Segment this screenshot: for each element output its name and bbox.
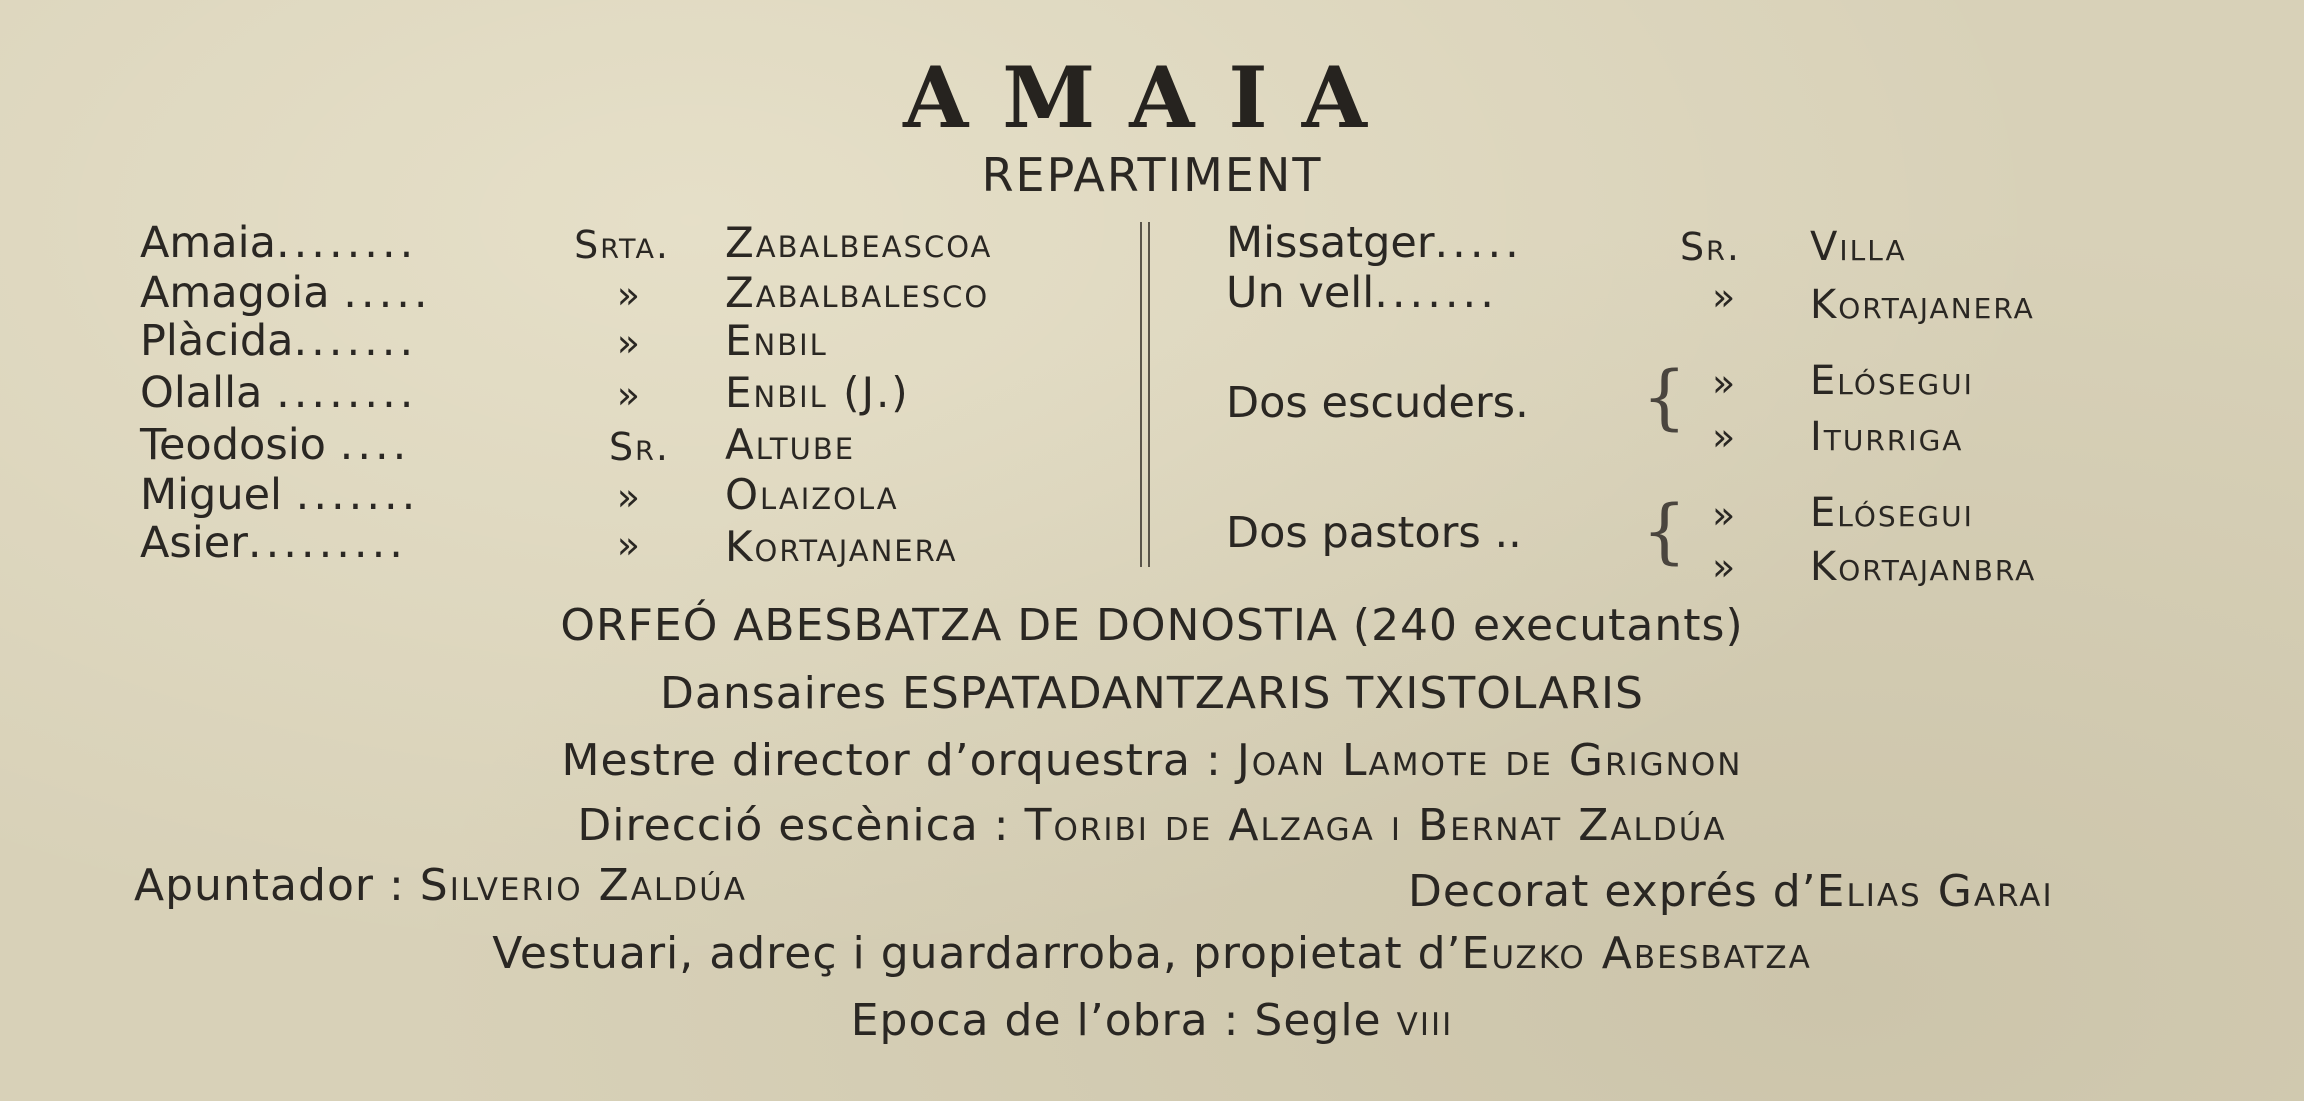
cast-actor: Enbil <box>725 316 828 365</box>
cast-title: » <box>616 321 640 365</box>
cast-title: Srta. <box>574 223 670 267</box>
brace: { <box>1642 490 1687 572</box>
cast-actor: Zabalbalesco <box>725 268 990 317</box>
decorat-name: Elias Garai <box>1816 866 2054 917</box>
cast-actor: Kortajanera <box>725 522 958 571</box>
cast-title: » <box>1712 275 1736 319</box>
brace: { <box>1642 356 1687 438</box>
epoca-value: viii <box>1396 995 1454 1046</box>
vestuari-line <box>0 928 2304 979</box>
director-line <box>0 735 2304 786</box>
cast-role: Amagoia ..... <box>140 268 432 318</box>
cast-title: » <box>1712 361 1736 405</box>
cast-title: » <box>616 523 640 567</box>
cast-role: Dos escuders. <box>1226 378 1529 428</box>
cast-role: Olalla ........ <box>140 368 418 418</box>
cast-title: » <box>1712 493 1736 537</box>
cast-title: » <box>1712 545 1736 589</box>
cast-role: Asier......... <box>140 518 407 568</box>
epoca-label: Epoca de l’obra : Segle <box>850 995 1382 1046</box>
cast-actor: Olaizola <box>725 470 899 519</box>
cast-title: Sr. <box>609 425 670 469</box>
cast-actor: Enbil (J.) <box>725 368 910 417</box>
cast-heading: REPARTIMENT <box>981 148 1323 202</box>
escenica-label: Direcció escènica : <box>577 800 1010 851</box>
cast-actor: Altube <box>725 420 856 469</box>
cast-role: Miguel ....... <box>140 470 420 520</box>
cast-actor: Elósegui <box>1810 490 1974 536</box>
dansaires-line <box>0 668 2304 719</box>
column-divider <box>1140 222 1150 567</box>
cast-title: » <box>616 373 640 417</box>
cast-actor: Kortajanbra <box>1810 544 2037 590</box>
orfeo-line: ORFEÓ ABESBATZA DE DONOSTIA (240 executants) <box>560 600 1744 651</box>
cast-role: Teodosio .... <box>140 420 411 470</box>
director-name: Joan Lamote de Grignon <box>1236 735 1743 786</box>
cast-actor: Kortajanera <box>1810 282 2035 328</box>
cast-role: Dos pastors .. <box>1226 508 1522 558</box>
apuntador-line <box>134 860 747 911</box>
cast-actor: Villa <box>1810 224 1907 270</box>
cast-title: Sr. <box>1680 225 1741 269</box>
escenica-names: Toribi de Alzaga i Bernat Zaldúa <box>1024 800 1727 851</box>
director-label: Mestre director d’orquestra : <box>561 735 1222 786</box>
cast-actor: Elósegui <box>1810 358 1974 404</box>
dansaires-name: ESPATADANTZARIS TXISTOLARIS <box>902 668 1644 719</box>
epoca-line <box>0 995 2304 1046</box>
apuntador-name: Silverio Zaldúa <box>419 860 747 911</box>
cast-role: Un vell....... <box>1226 268 1498 318</box>
escenica-line <box>0 800 2304 851</box>
vestuari-name: Euzko Abesbatza <box>1461 928 1812 979</box>
apuntador-label: Apuntador : <box>134 860 405 911</box>
cast-actor: Zabalbeascoa <box>725 218 993 267</box>
vestuari-label: Vestuari, adreç i guardarroba, propietat d’ <box>492 928 1462 979</box>
decorat-line <box>1408 866 2054 917</box>
decorat-label: Decorat exprés d’ <box>1408 866 1817 917</box>
cast-actor: Iturriga <box>1810 414 1964 460</box>
dansaires-label: Dansaires <box>660 668 888 719</box>
cast-title: » <box>616 475 640 519</box>
cast-role: Plàcida....... <box>140 316 418 366</box>
cast-title: » <box>1712 415 1736 459</box>
cast-role: Missatger..... <box>1226 218 1523 268</box>
cast-title: » <box>616 273 640 317</box>
cast-role: Amaia........ <box>140 218 418 268</box>
page-title: AMAIA <box>903 48 1401 147</box>
